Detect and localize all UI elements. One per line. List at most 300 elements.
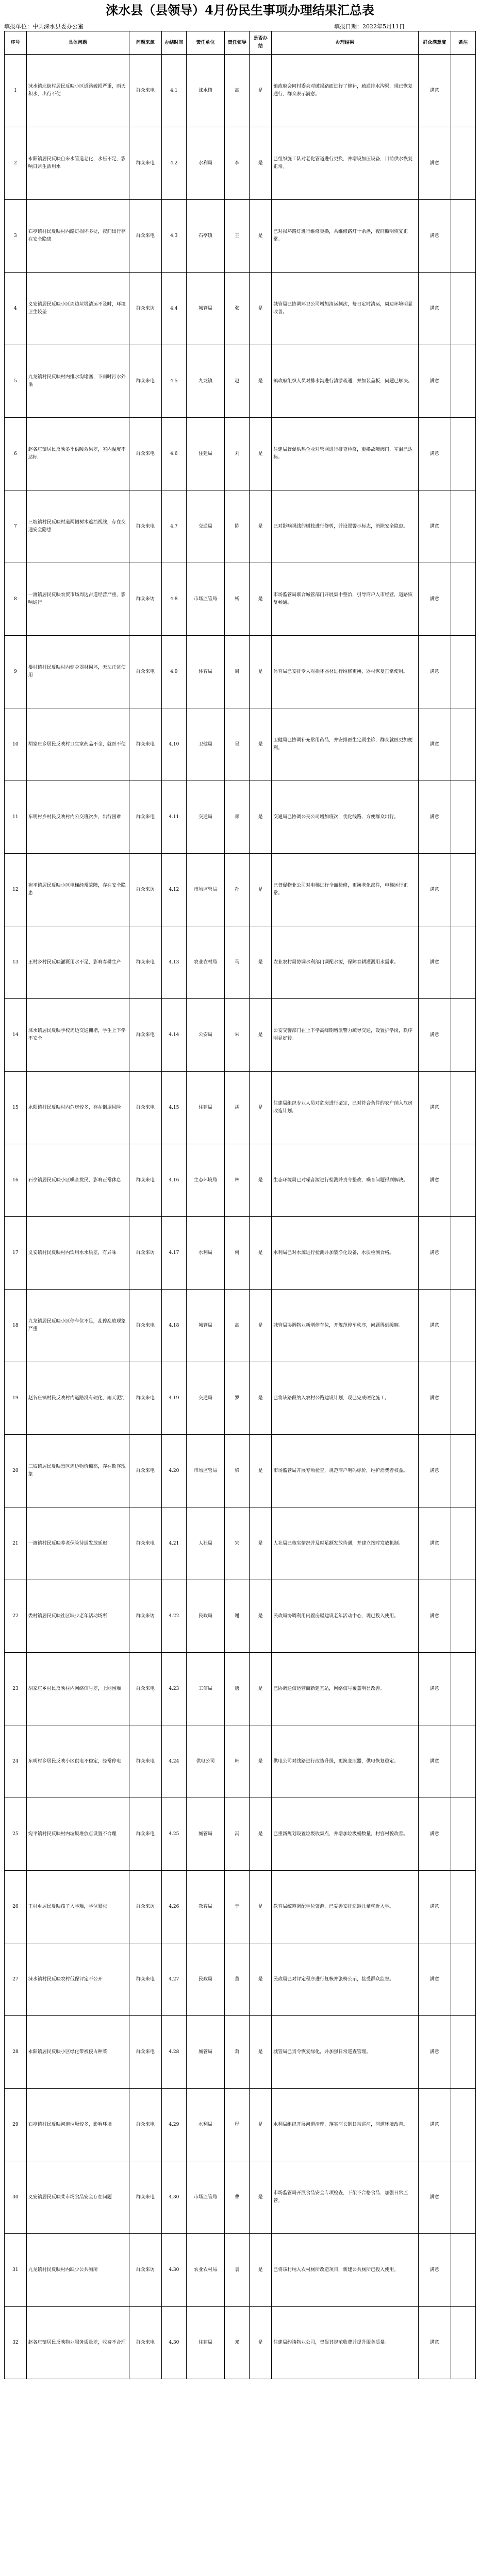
satisfaction: 满意 (418, 55, 451, 127)
table-row (5, 418, 476, 490)
issue-text: 义安镇居民反映菜市场食品安全存在问题 (26, 2161, 129, 2234)
table-row (5, 490, 476, 563)
table-row (5, 781, 476, 854)
source: 群众来电 (129, 418, 162, 490)
result-text: 公安交警部门在上下学高峰期增派警力疏导交通，设置护学岗，秩序明显好转。 (272, 999, 419, 1072)
issue-text: 王村乡村民反映灌溉用水不足，影响春耕生产 (26, 926, 129, 999)
row-index: 17 (5, 1217, 27, 1290)
remark (451, 926, 475, 999)
done-time: 4.6 (161, 418, 186, 490)
table-row (5, 854, 476, 926)
responsible-leader: 李 (225, 127, 250, 200)
issue-text: 一渡镇村民反映养老保险待遇发放延迟 (26, 1507, 129, 1580)
satisfaction: 满意 (418, 200, 451, 273)
source: 群众来访 (129, 1217, 162, 1290)
table-row (5, 1871, 476, 1943)
remark (451, 55, 475, 127)
table-row (5, 1072, 476, 1144)
result-text: 市场监管局联合城管部门开展集中整治，引导商户入市经营，道路恢复畅通。 (272, 563, 419, 636)
completed-flag: 是 (250, 563, 272, 636)
remark (451, 1507, 475, 1580)
issue-text: 娄村镇居民反映社区缺少老年活动场所 (26, 1580, 129, 1653)
row-index: 1 (5, 55, 27, 127)
issue-text: 涞水镇居民反映学校周边交通拥堵，学生上下学不安全 (26, 999, 129, 1072)
result-text: 交通局已协调公交公司增加班次，优化线路，方便群众出行。 (272, 781, 419, 854)
remark (451, 2307, 475, 2379)
row-index: 15 (5, 1072, 27, 1144)
done-time: 4.18 (161, 1290, 186, 1362)
done-time: 4.16 (161, 1144, 186, 1217)
header-row (5, 31, 476, 55)
done-time: 4.22 (161, 1580, 186, 1653)
table-row (5, 1725, 476, 1798)
source: 群众来电 (129, 1144, 162, 1217)
source: 群众来电 (129, 926, 162, 999)
completed-flag: 是 (250, 1072, 272, 1144)
responsible-unit: 水利局 (187, 2089, 225, 2161)
responsible-unit: 交通局 (187, 490, 225, 563)
done-time: 4.15 (161, 1072, 186, 1144)
satisfaction: 满意 (418, 854, 451, 926)
remark (451, 2161, 475, 2234)
done-time: 4.17 (161, 1217, 186, 1290)
col-header-satisfaction: 群众满意度 (418, 31, 451, 55)
responsible-leader: 冯 (225, 1798, 250, 1871)
responsible-unit: 石亭镇 (187, 200, 225, 273)
table-row (5, 1362, 476, 1435)
col-header-issue: 具体问题 (26, 31, 129, 55)
remark (451, 2089, 475, 2161)
completed-flag: 是 (250, 1217, 272, 1290)
done-time: 4.28 (161, 2016, 186, 2089)
responsible-leader: 林 (225, 1144, 250, 1217)
issue-text: 赵各庄镇居民反映物业服务质量差，收费不合理 (26, 2307, 129, 2379)
responsible-unit: 体育局 (187, 636, 225, 708)
result-text: 农业农村局协调水利部门调配水源，保障春耕灌溉用水需求。 (272, 926, 419, 999)
issue-text: 永阳镇居民反映自来水管道老化，水压不足，影响日常生活用水 (26, 127, 129, 200)
responsible-leader: 刘 (225, 418, 250, 490)
result-text: 已对损坏路灯进行维修更换，共维修路灯十余盏，夜间照明恢复正常。 (272, 200, 419, 273)
table-row (5, 127, 476, 200)
table-row (5, 636, 476, 708)
completed-flag: 是 (250, 418, 272, 490)
satisfaction: 满意 (418, 563, 451, 636)
completed-flag: 是 (250, 926, 272, 999)
done-time: 4.20 (161, 1435, 186, 1507)
completed-flag: 是 (250, 854, 272, 926)
completed-flag: 是 (250, 1653, 272, 1725)
source: 群众来电 (129, 490, 162, 563)
remark (451, 1653, 475, 1725)
row-index: 11 (5, 781, 27, 854)
result-text: 城管局已责令恢复绿化，并加强日常巡查管理。 (272, 2016, 419, 2089)
source: 群众来电 (129, 200, 162, 273)
remark (451, 999, 475, 1072)
responsible-unit: 供电公司 (187, 1725, 225, 1798)
done-time: 4.23 (161, 1653, 186, 1725)
satisfaction: 满意 (418, 2307, 451, 2379)
row-index: 16 (5, 1144, 27, 1217)
row-index: 21 (5, 1507, 27, 1580)
done-time: 4.25 (161, 1798, 186, 1871)
source: 群众来电 (129, 999, 162, 1072)
result-text: 住建局组织专业人员对危房进行鉴定，已对符合条件的农户纳入危房改造计划。 (272, 1072, 419, 1144)
responsible-unit: 公安局 (187, 999, 225, 1072)
result-text: 已将该路段纳入农村公路建设计划，现已完成硬化施工。 (272, 1362, 419, 1435)
satisfaction: 满意 (418, 1435, 451, 1507)
remark (451, 2234, 475, 2307)
done-time: 4.26 (161, 1871, 186, 1943)
responsible-unit: 水利局 (187, 1217, 225, 1290)
col-header-result: 办理结果 (272, 31, 419, 55)
remark (451, 1580, 475, 1653)
satisfaction: 满意 (418, 1362, 451, 1435)
done-time: 4.27 (161, 1943, 186, 2016)
responsible-leader: 赵 (225, 345, 250, 418)
source: 群众来电 (129, 1943, 162, 2016)
result-text: 镇政府组织人员对排水沟进行清淤疏通，并加装盖板，问题已解决。 (272, 345, 419, 418)
result-text: 城管局协调物业新增停车位，并规范停车秩序，问题得到缓解。 (272, 1290, 419, 1362)
remark (451, 345, 475, 418)
completed-flag: 是 (250, 1798, 272, 1871)
source: 群众来电 (129, 781, 162, 854)
responsible-leader: 于 (225, 1871, 250, 1943)
col-header-remark: 备注 (451, 31, 475, 55)
source: 群众来电 (129, 1072, 162, 1144)
table-row (5, 1435, 476, 1507)
source: 群众来访 (129, 273, 162, 345)
source: 群众来电 (129, 2089, 162, 2161)
remark (451, 708, 475, 781)
table-row (5, 1290, 476, 1362)
satisfaction: 满意 (418, 2016, 451, 2089)
completed-flag: 是 (250, 708, 272, 781)
result-text: 民政局协调利用闲置房屋建设老年活动中心，现已投入使用。 (272, 1580, 419, 1653)
responsible-leader: 袁 (225, 2234, 250, 2307)
result-text: 已对影响视线的树枝进行修剪，并设置警示标志，消除安全隐患。 (272, 490, 419, 563)
satisfaction: 满意 (418, 926, 451, 999)
col-header-done-time: 办结时间 (161, 31, 186, 55)
responsible-leader: 朱 (225, 999, 250, 1072)
row-index: 9 (5, 636, 27, 708)
issue-text: 义安镇居民反映小区周边垃圾清运不及时，环境卫生较差 (26, 273, 129, 345)
completed-flag: 是 (250, 2161, 272, 2234)
col-header-index: 序号 (5, 31, 27, 55)
table-row (5, 273, 476, 345)
row-index: 30 (5, 2161, 27, 2234)
responsible-leader: 吴 (225, 708, 250, 781)
responsible-unit: 生态环境局 (187, 1144, 225, 1217)
result-text: 市场监管局开展食品安全专项检查，下架不合格食品，加强日常监管。 (272, 2161, 419, 2234)
issue-text: 王村乡居民反映孩子入学难，学位紧张 (26, 1871, 129, 1943)
remark (451, 1290, 475, 1362)
issue-text: 东明村乡居民反映小区供电不稳定，经常停电 (26, 1725, 129, 1798)
responsible-leader: 罗 (225, 1362, 250, 1435)
table-row (5, 1653, 476, 1725)
issue-text: 宛平镇村民反映村内垃圾堆放点设置不合理 (26, 1798, 129, 1871)
done-time: 4.19 (161, 1362, 186, 1435)
source: 群众来电 (129, 1362, 162, 1435)
responsible-leader: 曹 (225, 2161, 250, 2234)
issue-text: 永阳镇居民反映小区绿化带被侵占种菜 (26, 2016, 129, 2089)
satisfaction: 满意 (418, 1580, 451, 1653)
remark (451, 1435, 475, 1507)
source: 群众来电 (129, 1653, 162, 1725)
issue-text: 娄村镇村民反映村内健身器材损坏，无法正常使用 (26, 636, 129, 708)
table-row (5, 200, 476, 273)
satisfaction: 满意 (418, 2089, 451, 2161)
row-index: 6 (5, 418, 27, 490)
satisfaction: 满意 (418, 345, 451, 418)
table-row (5, 2234, 476, 2307)
completed-flag: 是 (250, 127, 272, 200)
responsible-unit: 城管局 (187, 1798, 225, 1871)
satisfaction: 满意 (418, 1725, 451, 1798)
result-text: 卫健局已协调补充常用药品，并安排医生定期坐诊，群众就医更加便利。 (272, 708, 419, 781)
completed-flag: 是 (250, 1943, 272, 2016)
row-index: 12 (5, 854, 27, 926)
result-text: 已将该村纳入农村厕所改造项目，新建公共厕所已投入使用。 (272, 2234, 419, 2307)
responsible-leader: 高 (225, 55, 250, 127)
done-time: 4.14 (161, 999, 186, 1072)
done-time: 4.11 (161, 781, 186, 854)
responsible-leader: 谢 (225, 1580, 250, 1653)
table-body (5, 55, 476, 2379)
remark (451, 273, 475, 345)
done-time: 4.3 (161, 200, 186, 273)
responsible-unit: 市场监管局 (187, 2161, 225, 2234)
responsible-unit: 农业农村局 (187, 2234, 225, 2307)
completed-flag: 是 (250, 345, 272, 418)
responsible-leader: 萧 (225, 2016, 250, 2089)
issue-text: 涞水镇北街村居民反映小区道路破损严重，雨天积水，出行不便 (26, 55, 129, 127)
row-index: 29 (5, 2089, 27, 2161)
source: 群众来电 (129, 2161, 162, 2234)
row-index: 32 (5, 2307, 27, 2379)
remark (451, 1144, 475, 1217)
source: 群众来电 (129, 345, 162, 418)
result-text: 住建局督促供热企业对管网进行排查检修，更换故障阀门，室温已达标。 (272, 418, 419, 490)
satisfaction: 满意 (418, 1871, 451, 1943)
result-text: 水利局组织开展河道清理，落实河长制日常巡河，河道环境改善。 (272, 2089, 419, 2161)
done-time: 4.21 (161, 1507, 186, 1580)
result-text: 镇政府会同村委会对破损路面进行了修补，疏通排水沟渠，现已恢复通行，群众表示满意。 (272, 55, 419, 127)
satisfaction: 满意 (418, 1798, 451, 1871)
responsible-unit: 涞水镇 (187, 55, 225, 127)
remark (451, 418, 475, 490)
remark (451, 490, 475, 563)
row-index: 24 (5, 1725, 27, 1798)
source: 群众来电 (129, 1507, 162, 1580)
completed-flag: 是 (250, 636, 272, 708)
satisfaction: 满意 (418, 1144, 451, 1217)
row-index: 5 (5, 345, 27, 418)
issue-text: 东明村乡村民反映村内公交班次少，出行困难 (26, 781, 129, 854)
completed-flag: 是 (250, 55, 272, 127)
done-time: 4.5 (161, 345, 186, 418)
result-text: 教育局统筹调配学位资源，已妥善安排适龄儿童就近入学。 (272, 1871, 419, 1943)
done-time: 4.2 (161, 127, 186, 200)
result-text: 已重新规划设置垃圾收集点，并增加垃圾桶数量，村容村貌改善。 (272, 1798, 419, 1871)
row-index: 22 (5, 1580, 27, 1653)
responsible-unit: 住建局 (187, 1072, 225, 1144)
responsible-leader: 周 (225, 636, 250, 708)
responsible-leader: 邓 (225, 2307, 250, 2379)
satisfaction: 满意 (418, 1290, 451, 1362)
remark (451, 636, 475, 708)
responsible-unit: 住建局 (187, 418, 225, 490)
done-time: 4.29 (161, 2089, 186, 2161)
row-index: 20 (5, 1435, 27, 1507)
responsible-unit: 市场监管局 (187, 563, 225, 636)
row-index: 31 (5, 2234, 27, 2307)
done-time: 4.30 (161, 2234, 186, 2307)
issue-text: 三坡镇居民反映景区周边物价偏高，存在欺客现象 (26, 1435, 129, 1507)
remark (451, 1072, 475, 1144)
completed-flag: 是 (250, 999, 272, 1072)
satisfaction: 满意 (418, 999, 451, 1072)
summary-table (4, 31, 476, 2379)
issue-text: 九龙镇村民反映村内排水沟堵塞，下雨时污水外溢 (26, 345, 129, 418)
result-text: 城管局已协调环卫公司增加清运频次，每日定时清运，周边环境明显改善。 (272, 273, 419, 345)
done-time: 4.9 (161, 636, 186, 708)
completed-flag: 是 (250, 1435, 272, 1507)
table-row (5, 999, 476, 1072)
remark (451, 1362, 475, 1435)
issue-text: 石亭镇村民反映村内路灯损坏多处，夜间出行存在安全隐患 (26, 200, 129, 273)
row-index: 4 (5, 273, 27, 345)
table-row (5, 1943, 476, 2016)
table-row (5, 708, 476, 781)
table-row (5, 345, 476, 418)
row-index: 19 (5, 1362, 27, 1435)
issue-text: 石亭镇居民反映小区噪音扰民，影响正常休息 (26, 1144, 129, 1217)
satisfaction: 满意 (418, 781, 451, 854)
source: 群众来电 (129, 55, 162, 127)
date-label: 填报日期：2022年5月11日 (334, 23, 405, 30)
row-index: 14 (5, 999, 27, 1072)
responsible-unit: 城管局 (187, 1290, 225, 1362)
table-row (5, 563, 476, 636)
responsible-leader: 宋 (225, 1507, 250, 1580)
satisfaction: 满意 (418, 418, 451, 490)
responsible-unit: 市场监管局 (187, 1435, 225, 1507)
responsible-unit: 城管局 (187, 273, 225, 345)
responsible-unit: 民政局 (187, 1943, 225, 2016)
satisfaction: 满意 (418, 636, 451, 708)
responsible-leader: 马 (225, 926, 250, 999)
responsible-unit: 人社局 (187, 1507, 225, 1580)
remark (451, 2016, 475, 2089)
responsible-unit: 城管局 (187, 2016, 225, 2089)
responsible-leader: 陈 (225, 490, 250, 563)
issue-text: 一渡镇居民反映农贸市场周边占道经营严重，影响通行 (26, 563, 129, 636)
satisfaction: 满意 (418, 1943, 451, 2016)
responsible-unit: 九龙镇 (187, 345, 225, 418)
row-index: 8 (5, 563, 27, 636)
row-index: 25 (5, 1798, 27, 1871)
responsible-leader: 程 (225, 2089, 250, 2161)
source: 群众来访 (129, 563, 162, 636)
issue-text: 石亭镇村民反映河道垃圾较多，影响环境 (26, 2089, 129, 2161)
source: 群众来访 (129, 2234, 162, 2307)
completed-flag: 是 (250, 1362, 272, 1435)
issue-text: 胡家庄乡村民反映村内网络信号差，上网困难 (26, 1653, 129, 1725)
satisfaction: 满意 (418, 1507, 451, 1580)
table-row (5, 55, 476, 127)
row-index: 2 (5, 127, 27, 200)
satisfaction: 满意 (418, 708, 451, 781)
satisfaction: 满意 (418, 273, 451, 345)
row-index: 10 (5, 708, 27, 781)
responsible-unit: 市场监管局 (187, 854, 225, 926)
completed-flag: 是 (250, 2307, 272, 2379)
remark (451, 1217, 475, 1290)
result-text: 生态环境局已对噪音源进行检测并责令整改，噪音问题得到解决。 (272, 1144, 419, 1217)
satisfaction: 满意 (418, 1653, 451, 1725)
table-row (5, 1144, 476, 1217)
table-row (5, 1798, 476, 1871)
done-time: 4.1 (161, 55, 186, 127)
issue-text: 宛平镇居民反映小区电梯经常故障，存在安全隐患 (26, 854, 129, 926)
done-time: 4.30 (161, 2307, 186, 2379)
table-row (5, 2089, 476, 2161)
result-text: 已组织施工队对老化管道进行更换，并增设加压设备，目前供水恢复正常。 (272, 127, 419, 200)
remark (451, 563, 475, 636)
source: 群众来访 (129, 1580, 162, 1653)
completed-flag: 是 (250, 273, 272, 345)
responsible-unit: 交通局 (187, 1362, 225, 1435)
done-time: 4.10 (161, 708, 186, 781)
responsible-unit: 水利局 (187, 127, 225, 200)
source: 群众来电 (129, 2307, 162, 2379)
responsible-unit: 住建局 (187, 2307, 225, 2379)
result-text: 已督促物业公司对电梯进行全面检修，更换老化部件，电梯运行正常。 (272, 854, 419, 926)
remark (451, 200, 475, 273)
satisfaction: 满意 (418, 490, 451, 563)
issue-text: 胡家庄乡居民反映村卫生室药品不全，就医不便 (26, 708, 129, 781)
table-row (5, 2161, 476, 2234)
row-index: 7 (5, 490, 27, 563)
responsible-unit: 卫健局 (187, 708, 225, 781)
source: 群众来电 (129, 127, 162, 200)
completed-flag: 是 (250, 1580, 272, 1653)
table-row (5, 1580, 476, 1653)
done-time: 4.12 (161, 854, 186, 926)
result-text: 供电公司对线路进行改造升级，更换变压器，供电恢复稳定。 (272, 1725, 419, 1798)
responsible-leader: 孙 (225, 854, 250, 926)
result-text: 已协调通信运营商新建基站，网络信号覆盖明显改善。 (272, 1653, 419, 1725)
page-title: 涞水县（县领导）4月份民生事项办理结果汇总表 (106, 3, 374, 18)
unit-label: 填报单位：中共涞水县委办公室 (4, 23, 84, 30)
result-text: 市场监管局开展专项检查，规范商户明码标价，维护消费者权益。 (272, 1435, 419, 1507)
table-row (5, 2016, 476, 2089)
completed-flag: 是 (250, 1871, 272, 1943)
completed-flag: 是 (250, 490, 272, 563)
responsible-leader: 郑 (225, 781, 250, 854)
result-text: 住建局约谈物业公司，督促其规范收费并提升服务质量。 (272, 2307, 419, 2379)
issue-text: 永阳镇村民反映村内危房较多，存在倒塌风险 (26, 1072, 129, 1144)
responsible-leader: 董 (225, 1943, 250, 2016)
completed-flag: 是 (250, 1144, 272, 1217)
source: 群众来电 (129, 708, 162, 781)
remark (451, 854, 475, 926)
done-time: 4.24 (161, 1725, 186, 1798)
source: 群众来电 (129, 1725, 162, 1798)
remark (451, 1798, 475, 1871)
source: 群众来访 (129, 1871, 162, 1943)
col-header-unit: 责任单位 (187, 31, 225, 55)
